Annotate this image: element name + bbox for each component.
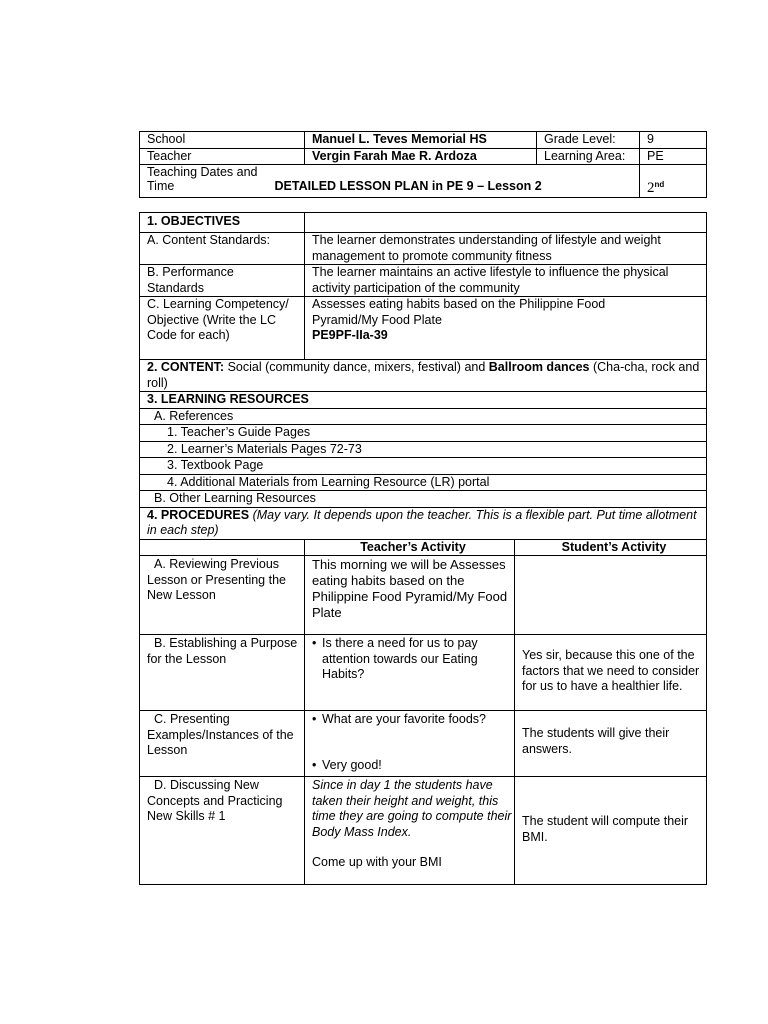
step-c-teacher bbox=[305, 711, 515, 777]
quarter-value: 2 bbox=[647, 180, 655, 197]
step-c-teacher-item-1 bbox=[312, 712, 514, 728]
resources-item-1: 1. Teacher’s Guide Pages bbox=[140, 425, 707, 442]
procedures-note: (May vary. It depends upon the teacher. This is a flexible part. Put time allotment in each step) bbox=[147, 507, 697, 537]
step-b-teacher-bullet bbox=[312, 636, 322, 652]
area-label: Learning Area: bbox=[537, 148, 640, 165]
resources-item-4: 4. Additional Materials from Learning Resource (LR) portal bbox=[140, 474, 707, 491]
step-b-label-text: B. Establishing a Purpose for the Lesson bbox=[147, 636, 298, 666]
content-label: 2. CONTENT: bbox=[147, 360, 225, 374]
performance-standards-text: The learner maintains an active lifestyle to influence the physical activity participation of the community bbox=[305, 265, 707, 297]
content-standards-label: A. Content Standards: bbox=[140, 233, 305, 265]
step-d-label bbox=[140, 777, 305, 885]
step-c-teacher-text-1: What are your favorite foods? bbox=[322, 712, 486, 726]
quarter-value-cell bbox=[640, 165, 707, 198]
step-a-label bbox=[140, 556, 305, 635]
student-activity-header: Student’s Activity bbox=[515, 539, 707, 556]
competency-text: Assesses eating habits based on the Philippine Food Pyramid/My Food Plate bbox=[312, 297, 606, 327]
step-d-teacher-text-1: Since in day 1 the students have taken their height and weight, this time they are going to compute their Body Mass Index. bbox=[312, 778, 512, 839]
school-value: Manuel L. Teves Memorial HS bbox=[305, 132, 537, 149]
step-c-label bbox=[140, 711, 305, 777]
resources-item-2: 2. Learner’s Materials Pages 72-73 bbox=[140, 441, 707, 458]
step-b-student: Yes sir, because this one of the factors that we need to consider for us to have a healthier life. bbox=[515, 635, 707, 711]
bullet-icon bbox=[312, 758, 322, 772]
resources-references: A. References bbox=[140, 408, 707, 425]
step-c-teacher-item-2 bbox=[312, 758, 514, 774]
dates-label-line2: Time bbox=[147, 179, 175, 193]
lesson-plan-table bbox=[139, 212, 707, 885]
content-text-bold: Ballroom dances bbox=[488, 360, 590, 374]
step-a-label-text: A. Reviewing Previous Lesson or Presenting the New Lesson bbox=[147, 557, 286, 602]
procedures-blank-header bbox=[140, 539, 305, 556]
grade-value: 9 bbox=[640, 132, 707, 149]
step-c-label-text: C. Presenting Examples/Instances of the Lesson bbox=[147, 712, 294, 757]
teacher-activity-header: Teacher’s Activity bbox=[305, 539, 515, 556]
grade-label: Grade Level: bbox=[537, 132, 640, 149]
step-b-teacher bbox=[305, 635, 515, 711]
step-d-teacher bbox=[305, 777, 515, 885]
header-table bbox=[139, 131, 707, 198]
resources-other: B. Other Learning Resources bbox=[140, 491, 707, 508]
competency-label: C. Learning Competency/ Objective (Write the LC Code for each) bbox=[140, 297, 305, 360]
step-b-label bbox=[140, 635, 305, 711]
step-a-teacher: This morning we will be Assesses eating habits based on the Philippine Food Pyramid/My Food Plate bbox=[305, 556, 515, 635]
step-d-student: The student will compute their BMI. bbox=[515, 777, 707, 885]
procedures-label: 4. PROCEDURES bbox=[147, 507, 250, 522]
objectives-heading-blank bbox=[305, 213, 707, 233]
quarter-suffix: nd bbox=[654, 180, 665, 189]
procedures-row bbox=[140, 507, 707, 539]
step-b-teacher-text: Is there a need for us to pay attention towards our Eating Habits? bbox=[322, 636, 478, 681]
performance-label-line1: B. Performance bbox=[147, 265, 234, 279]
performance-label-line2: Standards bbox=[147, 280, 204, 295]
school-label: School bbox=[140, 132, 305, 149]
resources-item-3: 3. Textbook Page bbox=[140, 458, 707, 475]
teacher-label: Teacher bbox=[140, 148, 305, 165]
content-standards-text: The learner demonstrates understanding of lifestyle and weight management to promote community fitness bbox=[305, 233, 707, 265]
performance-standards-label bbox=[140, 265, 305, 297]
objectives-heading: 1. OBJECTIVES bbox=[140, 213, 305, 233]
area-value: PE bbox=[640, 148, 707, 165]
step-c-student: The students will give their answers. bbox=[515, 711, 707, 777]
resources-heading: 3. LEARNING RESOURCES bbox=[140, 392, 707, 409]
competency-cell bbox=[305, 297, 707, 360]
step-c-teacher-text-2: Very good! bbox=[322, 757, 382, 772]
teacher-value: Vergin Farah Mae R. Ardoza bbox=[305, 148, 537, 165]
content-row bbox=[140, 360, 707, 392]
content-text-b: (Cha-cha, rock and roll) bbox=[147, 360, 700, 390]
step-d-label-text: D. Discussing New Concepts and Practicing New Skills # 1 bbox=[147, 778, 283, 823]
step-a-student bbox=[515, 556, 707, 635]
dates-label-line1: Teaching Dates and bbox=[147, 165, 258, 179]
plan-title: DETAILED LESSON PLAN in PE 9 – Lesson 2 bbox=[274, 179, 542, 193]
bullet-icon bbox=[312, 712, 322, 726]
content-text-a: Social (community dance, mixers, festival) and bbox=[224, 360, 489, 374]
step-d-teacher-text-2: Come up with your BMI bbox=[312, 855, 442, 869]
plan-title-cell bbox=[274, 165, 640, 198]
competency-code: PE9PF-IIa-39 bbox=[312, 328, 388, 342]
